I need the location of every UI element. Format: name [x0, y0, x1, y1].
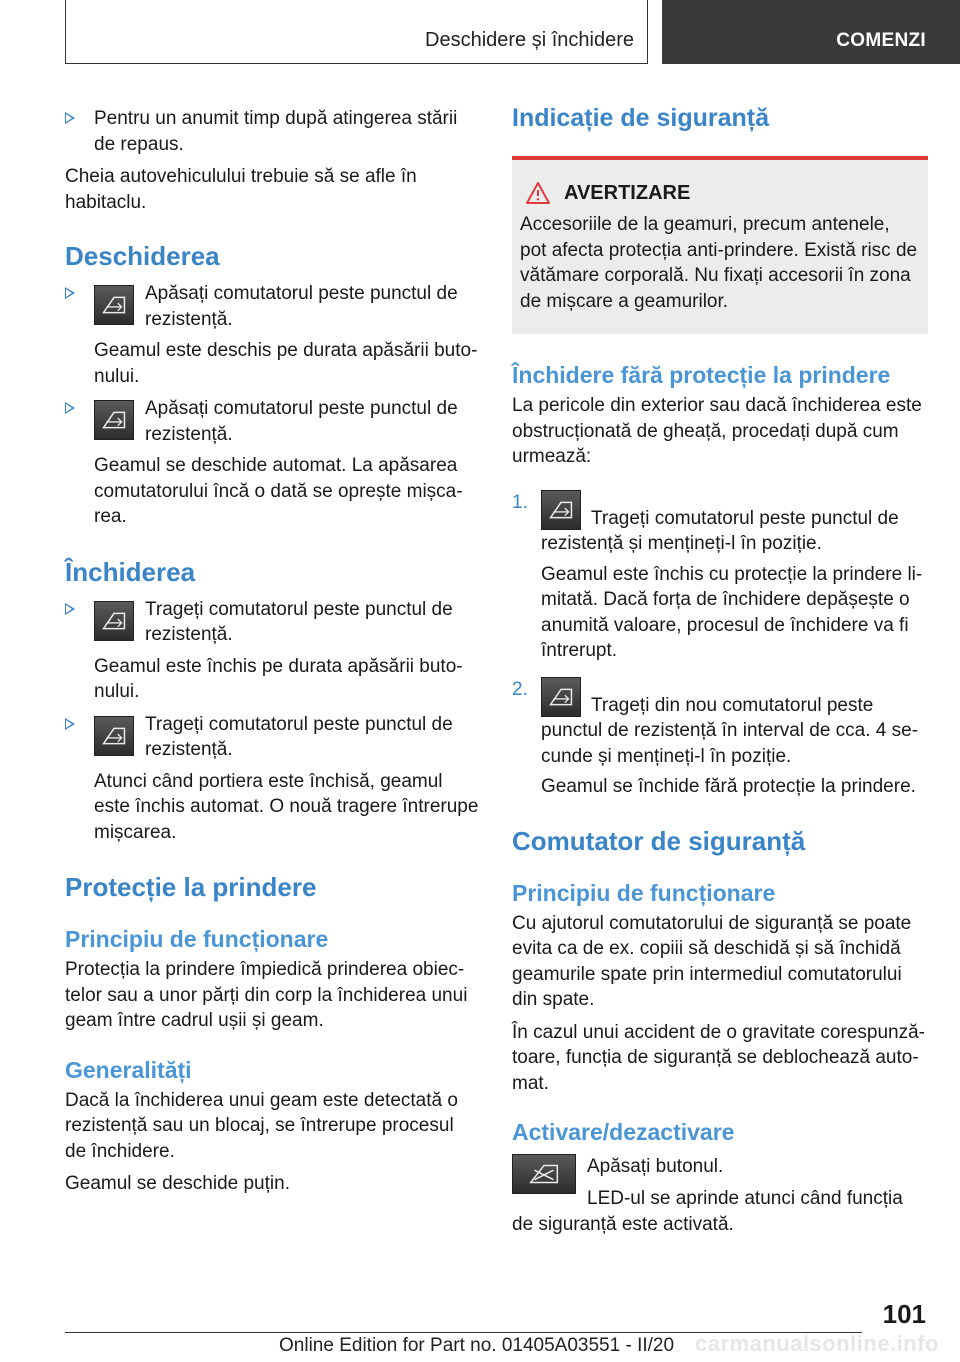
- list-item: [512, 490, 928, 664]
- window-switch-icon: [541, 677, 581, 717]
- safety-switch-button-icon: [512, 1154, 576, 1194]
- header-section-title: Deschidere și închidere: [425, 29, 634, 51]
- bullet-triangle-icon: [65, 402, 75, 414]
- window-switch-icon: [541, 490, 581, 530]
- paragraph: Dacă la închiderea unui geam este detectată o rezistență sau un blocaj, se întrerupe procesul de închidere.: [65, 1089, 458, 1162]
- bullet-subtext: Geamul este deschis pe durata apăsării butonului.: [94, 340, 478, 387]
- heading-deschiderea: Deschiderea: [65, 241, 220, 271]
- activation-block: [512, 1154, 928, 1210]
- heading-protectie-la-prindere: Protecție la prindere: [65, 872, 317, 902]
- list-item: [65, 281, 480, 389]
- paragraph: Protecția la prindere împiedică prinderea obiectelor sau a unor părți din corp la închiderea unui geam între cadrul ușii și geam.: [65, 959, 468, 1031]
- bullet-text: Pentru un anumit timp după atingerea stării de repaus.: [94, 108, 458, 155]
- warning-box: [512, 156, 928, 334]
- list-item: [65, 712, 480, 846]
- list-item: [512, 677, 928, 800]
- header-chapter-title: COMENZI: [836, 30, 926, 51]
- paragraph: În cazul unui accident de o gravitate corespunzătoare, funcția de siguranță se deblochează automat.: [512, 1021, 925, 1094]
- watermark: carmanualsonline.info: [695, 1331, 939, 1356]
- warning-text: Accesoriile de la geamuri, precum antenele, pot afecta protecția anti-prindere. Există risc de vătămare corporală. Nu fixați accesorii în zona de mișcare a geamurilor.: [520, 214, 918, 312]
- heading-inchidere-fara-protectie: Închidere fără protecție la prindere: [512, 362, 891, 388]
- page-number: 101: [882, 1299, 926, 1329]
- list-item: [65, 396, 480, 530]
- bullet-text: Apăsați comutatorul peste punctul de rezistență.: [145, 283, 458, 330]
- window-switch-icon: [94, 400, 134, 440]
- heading-inchiderea: Închiderea: [65, 556, 196, 587]
- bullet-triangle-icon: [65, 603, 75, 615]
- header-section-tab: [65, 0, 648, 64]
- heading-principiu-de-functionare-2: Principiu de funcționare: [512, 879, 776, 906]
- paragraph: Cu ajutorul comutatorului de siguranță se poate evita ca de ex. copiii să deschidă și să închidă geamurile spate prin intermediul comutatorului din spate.: [512, 912, 912, 1010]
- step-text: Trageți comutatorul peste punctul de rezistență și mențineți-l în poziție.: [541, 507, 899, 554]
- bullet-subtext: Geamul se deschide automat. La apăsarea comutatorului încă o dată se oprește mișcarea.: [94, 455, 463, 527]
- bullet-triangle-icon: [65, 718, 75, 730]
- bullet-triangle-icon: [65, 287, 75, 299]
- heading-comutator-de-siguranta: Comutator de siguranță: [512, 825, 806, 856]
- heading-activare-dezactivare: Activare/dezactivare: [512, 1119, 735, 1145]
- window-switch-icon: [94, 716, 134, 756]
- right-column: [512, 100, 928, 1237]
- paragraph: LED-ul se aprinde atunci când funcția de siguranță este activată.: [512, 1188, 903, 1235]
- bullet-subtext: Geamul este închis pe durata apăsării butonului.: [94, 655, 463, 702]
- header-chapter-tab: [662, 0, 960, 64]
- step-number: 1.: [512, 491, 528, 513]
- paragraph: La pericole din exterior sau dacă închiderea este obstrucționată de gheață, procedați după cum urmează:: [512, 395, 922, 467]
- heading-indicatie-de-siguranta: Indicație de siguranță: [512, 104, 770, 132]
- footer-edition: Online Edition for Part no. 01405A03551 - II/20: [279, 1335, 675, 1356]
- window-switch-icon: [94, 285, 134, 325]
- paragraph: Geamul se deschide puțin.: [65, 1173, 290, 1194]
- list-item: [65, 597, 480, 705]
- window-switch-icon: [94, 601, 134, 641]
- step-subtext: Geamul se închide fără protecție la prindere.: [541, 776, 916, 797]
- step-subtext: Geamul este închis cu protecție la prindere limitată. Dacă forța de închidere depășește o anumită valoare, procesul de închidere va fi întrerupt.: [541, 563, 923, 661]
- paragraph: Apăsați butonul.: [587, 1156, 724, 1177]
- warning-triangle-icon: [526, 182, 550, 204]
- bullet-subtext: Atunci când portiera este închisă, geamul este închis automat. O nouă tragere întrerupe mișcarea.: [94, 770, 479, 843]
- step-text: Trageți din nou comutatorul peste punctul de rezistență în interval de cca. 4 secunde și mențineți-l în poziție.: [541, 694, 919, 767]
- bullet-text: Trageți comutatorul peste punctul de rezistență.: [145, 713, 453, 760]
- paragraph: Cheia autovehiculului trebuie să se afle în habitaclu.: [65, 166, 417, 213]
- step-number: 2.: [512, 678, 528, 700]
- heading-principiu-de-functionare: Principiu de funcționare: [65, 926, 329, 952]
- bullet-triangle-icon: [65, 112, 75, 124]
- heading-generalitati: Generalități: [65, 1056, 192, 1083]
- warning-title: AVERTIZARE: [564, 182, 691, 204]
- list-item: [65, 106, 480, 157]
- left-column: [65, 100, 480, 1197]
- bullet-text: Apăsați comutatorul peste punctul de rezistență.: [145, 398, 458, 445]
- bullet-text: Trageți comutatorul peste punctul de rezistență.: [145, 598, 453, 645]
